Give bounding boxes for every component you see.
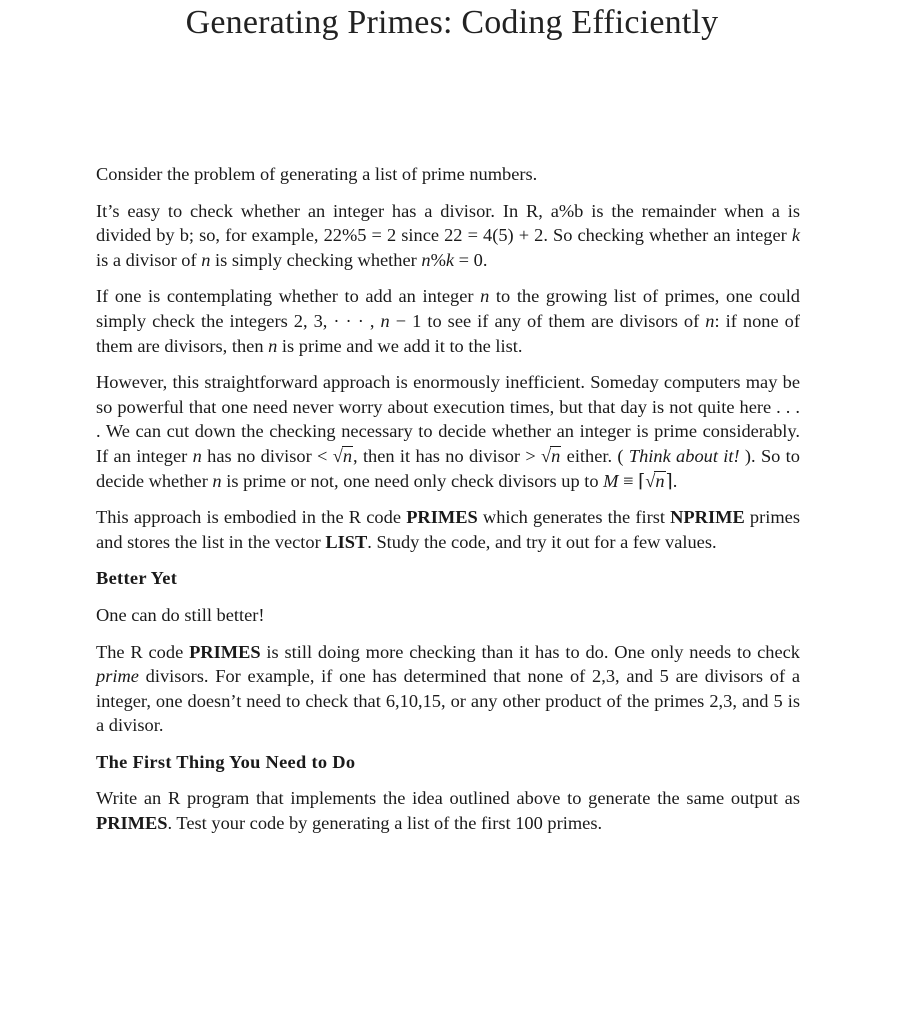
text: This approach is embodied in the R code: [96, 507, 407, 528]
text: If one is contemplating whether to add an integer: [96, 286, 481, 307]
text: either. (: [561, 445, 629, 466]
think-about-it: Think about it!: [628, 445, 740, 466]
text: ). So to decide whether: [96, 445, 800, 491]
math-var: n: [480, 286, 490, 307]
section-heading-first-thing: The First Thing You Need to Do: [96, 751, 356, 772]
task-paragraph: [96, 786, 800, 835]
divisor-paragraph: [96, 199, 800, 273]
text: which generates the first: [477, 507, 671, 528]
document-body: [96, 162, 800, 848]
code-name-nprime: NPRIME: [670, 507, 745, 528]
text: divisors. For example, if one has determined that none of 2,3, and 5 are divisors of a integer, one doesn’t need to check that 6,10,15, or any other product of the primes 2,3, and 5 is a divisor.: [96, 666, 800, 736]
intro-paragraph: Consider the problem of generating a list of prime numbers.: [96, 164, 538, 184]
text: However, this straightforward approach is enormously inefficient. Someday computers may be so powerful that one need never worry about execution times, but that day is not quite here . . . . We can cut down the checking necessary to decide whether an integer is prime considerably. If an integer: [96, 372, 800, 466]
section-heading-better-yet: Better Yet: [96, 568, 178, 589]
text: is still doing more checking than it has to do. One only needs to check: [260, 641, 800, 662]
math-var: n: [380, 310, 390, 331]
text: primes and stores the list in the vector: [96, 507, 800, 552]
math-var: n: [192, 445, 202, 466]
primes-code-paragraph: [96, 505, 800, 554]
math-var: n: [655, 470, 665, 491]
math-var: k: [791, 225, 800, 246]
math-var: k: [445, 249, 455, 270]
math-var: n: [201, 249, 211, 270]
text: is simply checking whether: [210, 249, 422, 270]
text: has no divisor < √: [201, 445, 343, 466]
text: : if none of them are divisors, then: [96, 310, 800, 356]
math-var: n: [551, 445, 561, 466]
text: − 1 to see if any of them are divisors of: [389, 310, 706, 331]
math-var: n: [342, 445, 353, 466]
emphasis-prime: prime: [96, 666, 139, 687]
text: is prime or not, one need only check divisors up to: [221, 470, 604, 491]
math-var: n: [705, 310, 715, 331]
text: It’s easy to check whether an integer has a divisor. In R, a%b is the remainder when a is divided by b; so, for example, 22%5 = 2 since 22 = 4(5) + 2. So checking whether an integer: [96, 200, 800, 246]
page-title: Generating Primes: Coding Efficiently: [185, 4, 719, 41]
naive-approach-paragraph: [96, 284, 800, 358]
code-name-primes: PRIMES: [189, 641, 261, 662]
math-var: M: [603, 470, 619, 491]
text: , then it has no divisor > √: [353, 445, 552, 466]
text: %: [430, 249, 446, 270]
code-name-primes: PRIMES: [406, 507, 478, 528]
text: is a divisor of: [96, 249, 202, 270]
prime-divisors-paragraph: [96, 640, 800, 738]
text: . Test your code by generating a list of the first 100 primes.: [167, 813, 603, 834]
text: to the growing list of primes, one could simply check the integers 2, 3, · · · ,: [96, 286, 801, 331]
text: = 0.: [454, 249, 488, 270]
math-var: n: [421, 249, 431, 270]
text: ≡ ⌈√: [618, 470, 656, 491]
code-name-primes: PRIMES: [96, 813, 168, 834]
text: is prime and we add it to the list.: [277, 335, 523, 356]
better-paragraph: One can do still better!: [96, 604, 265, 625]
sqrt-paragraph: [96, 370, 800, 493]
text: . Study the code, and try it out for a few values.: [367, 531, 717, 552]
math-var: n: [268, 335, 278, 356]
code-name-list: LIST: [325, 531, 368, 552]
text: Write an R program that implements the idea outlined above to generate the same output as: [96, 788, 800, 809]
text: The R code: [96, 641, 190, 662]
text: ⌉.: [665, 470, 678, 491]
math-var: n: [212, 470, 222, 491]
